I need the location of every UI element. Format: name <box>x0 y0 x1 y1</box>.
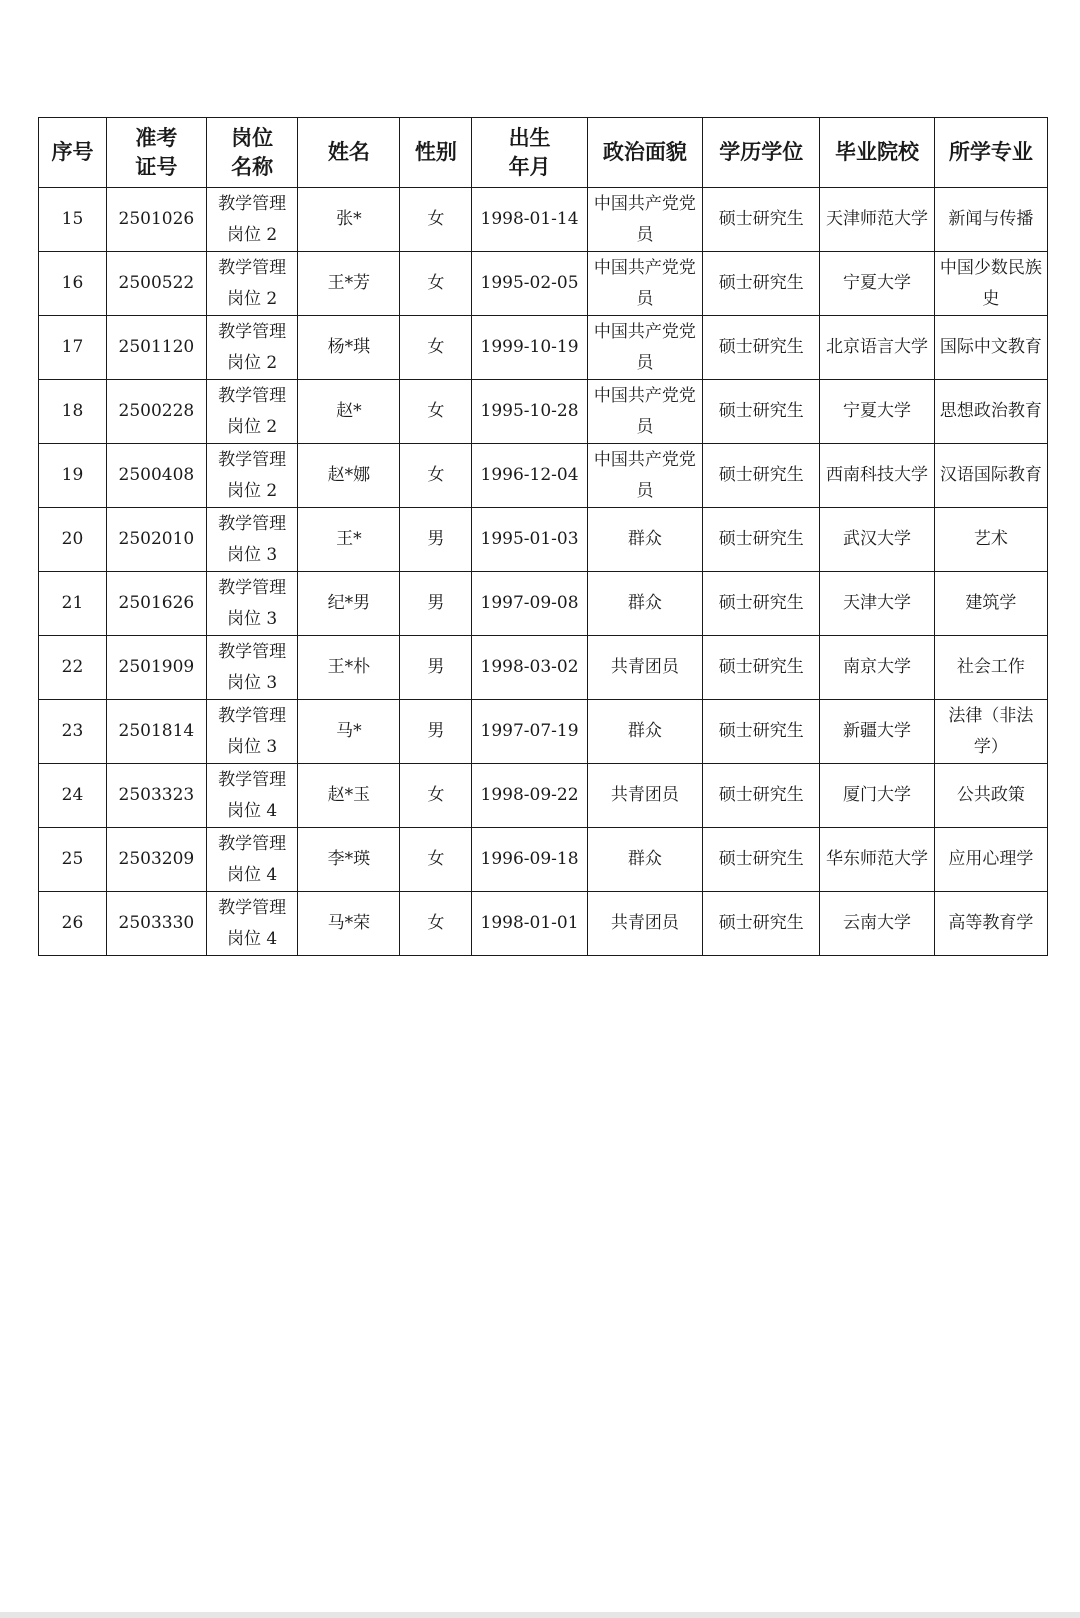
cell-exam-id: 2501814 <box>106 700 206 764</box>
cell-exam-id: 2501626 <box>106 572 206 636</box>
cell-school: 华东师范大学 <box>820 828 934 892</box>
cell-political: 中国共产党党员 <box>587 444 702 508</box>
cell-birth: 1998-03-02 <box>472 636 587 700</box>
cell-political: 中国共产党党员 <box>587 188 702 252</box>
header-political <box>587 118 702 188</box>
cell-degree: 硕士研究生 <box>703 380 820 444</box>
cell-exam-id: 2500522 <box>106 252 206 316</box>
table-row <box>39 444 1048 508</box>
cell-school: 北京语言大学 <box>820 316 934 380</box>
cell-political: 群众 <box>587 508 702 572</box>
cell-degree: 硕士研究生 <box>703 508 820 572</box>
table-row <box>39 188 1048 252</box>
header-exam-id <box>106 118 206 188</box>
cell-birth: 1998-01-01 <box>472 892 587 956</box>
cell-gender: 女 <box>400 828 472 892</box>
header-political-label: 政治面貌 <box>602 140 687 164</box>
cell-name: 王* <box>298 508 400 572</box>
cell-degree: 硕士研究生 <box>703 572 820 636</box>
cell-exam-id: 2501026 <box>106 188 206 252</box>
cell-degree: 硕士研究生 <box>703 828 820 892</box>
header-major-label: 所学专业 <box>948 140 1033 164</box>
header-position-line-1: 岗位 <box>231 125 274 150</box>
cell-exam-id: 2500408 <box>106 444 206 508</box>
cell-name: 王*芳 <box>298 252 400 316</box>
cell-major: 法律（非法学） <box>934 700 1047 764</box>
cell-birth: 1998-09-22 <box>472 764 587 828</box>
cell-seq: 19 <box>39 444 107 508</box>
cell-political: 共青团员 <box>587 892 702 956</box>
table-row <box>39 700 1048 764</box>
cell-major: 国际中文教育 <box>934 316 1047 380</box>
cell-name: 赵* <box>298 380 400 444</box>
cell-exam-id: 2503330 <box>106 892 206 956</box>
cell-birth: 1997-09-08 <box>472 572 587 636</box>
cell-seq: 22 <box>39 636 107 700</box>
cell-gender: 男 <box>400 636 472 700</box>
cell-seq: 24 <box>39 764 107 828</box>
cell-political: 中国共产党党员 <box>587 316 702 380</box>
cell-position: 教学管理岗位 3 <box>206 572 298 636</box>
cell-school: 云南大学 <box>820 892 934 956</box>
cell-school: 厦门大学 <box>820 764 934 828</box>
table-row <box>39 316 1048 380</box>
cell-birth: 1995-10-28 <box>472 380 587 444</box>
table-row <box>39 508 1048 572</box>
cell-gender: 男 <box>400 700 472 764</box>
cell-political: 群众 <box>587 700 702 764</box>
page-bottom-strip <box>0 1612 1080 1618</box>
cell-birth: 1997-07-19 <box>472 700 587 764</box>
header-exam-id-line-1: 准考 <box>135 125 178 150</box>
cell-school: 天津师范大学 <box>820 188 934 252</box>
cell-degree: 硕士研究生 <box>703 316 820 380</box>
cell-gender: 女 <box>400 252 472 316</box>
header-seq-label: 序号 <box>51 140 94 164</box>
cell-birth: 1995-01-03 <box>472 508 587 572</box>
cell-exam-id: 2502010 <box>106 508 206 572</box>
cell-school: 天津大学 <box>820 572 934 636</box>
cell-school: 武汉大学 <box>820 508 934 572</box>
table-row <box>39 828 1048 892</box>
cell-degree: 硕士研究生 <box>703 252 820 316</box>
cell-birth: 1998-01-14 <box>472 188 587 252</box>
cell-major: 高等教育学 <box>934 892 1047 956</box>
cell-name: 纪*男 <box>298 572 400 636</box>
header-degree-label: 学历学位 <box>719 140 804 164</box>
cell-gender: 女 <box>400 380 472 444</box>
cell-seq: 15 <box>39 188 107 252</box>
cell-school: 宁夏大学 <box>820 380 934 444</box>
cell-name: 李*瑛 <box>298 828 400 892</box>
cell-degree: 硕士研究生 <box>703 444 820 508</box>
cell-major: 建筑学 <box>934 572 1047 636</box>
header-major <box>934 118 1047 188</box>
cell-name: 张* <box>298 188 400 252</box>
table-row <box>39 764 1048 828</box>
candidate-table <box>38 117 1048 956</box>
cell-political: 共青团员 <box>587 636 702 700</box>
cell-position: 教学管理岗位 2 <box>206 380 298 444</box>
cell-degree: 硕士研究生 <box>703 188 820 252</box>
cell-exam-id: 2500228 <box>106 380 206 444</box>
cell-political: 共青团员 <box>587 764 702 828</box>
cell-degree: 硕士研究生 <box>703 892 820 956</box>
cell-birth: 1996-12-04 <box>472 444 587 508</box>
cell-political: 群众 <box>587 572 702 636</box>
cell-school: 南京大学 <box>820 636 934 700</box>
cell-school: 西南科技大学 <box>820 444 934 508</box>
cell-degree: 硕士研究生 <box>703 700 820 764</box>
table-row <box>39 252 1048 316</box>
cell-seq: 20 <box>39 508 107 572</box>
cell-gender: 女 <box>400 188 472 252</box>
header-birth-line-1: 出生 <box>508 125 551 150</box>
header-name <box>298 118 400 188</box>
cell-seq: 26 <box>39 892 107 956</box>
cell-major: 艺术 <box>934 508 1047 572</box>
cell-position: 教学管理岗位 2 <box>206 188 298 252</box>
cell-gender: 男 <box>400 508 472 572</box>
table-row <box>39 892 1048 956</box>
cell-gender: 女 <box>400 444 472 508</box>
header-row <box>39 118 1048 188</box>
header-school-label: 毕业院校 <box>835 140 920 164</box>
cell-major: 汉语国际教育 <box>934 444 1047 508</box>
header-birth <box>472 118 587 188</box>
cell-degree: 硕士研究生 <box>703 764 820 828</box>
cell-seq: 23 <box>39 700 107 764</box>
cell-birth: 1996-09-18 <box>472 828 587 892</box>
cell-position: 教学管理岗位 3 <box>206 636 298 700</box>
cell-seq: 18 <box>39 380 107 444</box>
cell-position: 教学管理岗位 4 <box>206 892 298 956</box>
cell-position: 教学管理岗位 3 <box>206 700 298 764</box>
cell-gender: 女 <box>400 764 472 828</box>
cell-name: 王*朴 <box>298 636 400 700</box>
table-row <box>39 572 1048 636</box>
cell-name: 赵*玉 <box>298 764 400 828</box>
header-degree <box>703 118 820 188</box>
cell-position: 教学管理岗位 3 <box>206 508 298 572</box>
header-seq <box>39 118 107 188</box>
cell-political: 中国共产党党员 <box>587 380 702 444</box>
cell-birth: 1995-02-05 <box>472 252 587 316</box>
header-position <box>206 118 298 188</box>
cell-exam-id: 2503323 <box>106 764 206 828</box>
cell-exam-id: 2501909 <box>106 636 206 700</box>
cell-name: 赵*娜 <box>298 444 400 508</box>
cell-major: 中国少数民族史 <box>934 252 1047 316</box>
header-birth-line-2: 年月 <box>508 154 551 179</box>
table-header <box>39 118 1048 188</box>
cell-political: 群众 <box>587 828 702 892</box>
cell-gender: 女 <box>400 892 472 956</box>
cell-position: 教学管理岗位 4 <box>206 828 298 892</box>
table-row <box>39 636 1048 700</box>
cell-name: 马*荣 <box>298 892 400 956</box>
cell-major: 思想政治教育 <box>934 380 1047 444</box>
cell-degree: 硕士研究生 <box>703 636 820 700</box>
header-exam-id-line-2: 证号 <box>135 154 178 179</box>
cell-seq: 16 <box>39 252 107 316</box>
cell-political: 中国共产党党员 <box>587 252 702 316</box>
header-school <box>820 118 934 188</box>
cell-gender: 女 <box>400 316 472 380</box>
cell-birth: 1999-10-19 <box>472 316 587 380</box>
cell-major: 应用心理学 <box>934 828 1047 892</box>
cell-position: 教学管理岗位 4 <box>206 764 298 828</box>
header-gender <box>400 118 472 188</box>
cell-school: 宁夏大学 <box>820 252 934 316</box>
cell-gender: 男 <box>400 572 472 636</box>
cell-exam-id: 2501120 <box>106 316 206 380</box>
cell-exam-id: 2503209 <box>106 828 206 892</box>
table-body <box>39 188 1048 956</box>
table-row <box>39 380 1048 444</box>
cell-name: 马* <box>298 700 400 764</box>
cell-major: 公共政策 <box>934 764 1047 828</box>
cell-position: 教学管理岗位 2 <box>206 252 298 316</box>
header-position-line-2: 名称 <box>231 154 274 179</box>
cell-seq: 25 <box>39 828 107 892</box>
header-name-label: 姓名 <box>327 140 370 164</box>
cell-major: 社会工作 <box>934 636 1047 700</box>
cell-position: 教学管理岗位 2 <box>206 444 298 508</box>
cell-seq: 17 <box>39 316 107 380</box>
cell-major: 新闻与传播 <box>934 188 1047 252</box>
cell-school: 新疆大学 <box>820 700 934 764</box>
header-gender-label: 性别 <box>414 140 457 164</box>
cell-position: 教学管理岗位 2 <box>206 316 298 380</box>
cell-seq: 21 <box>39 572 107 636</box>
cell-name: 杨*琪 <box>298 316 400 380</box>
